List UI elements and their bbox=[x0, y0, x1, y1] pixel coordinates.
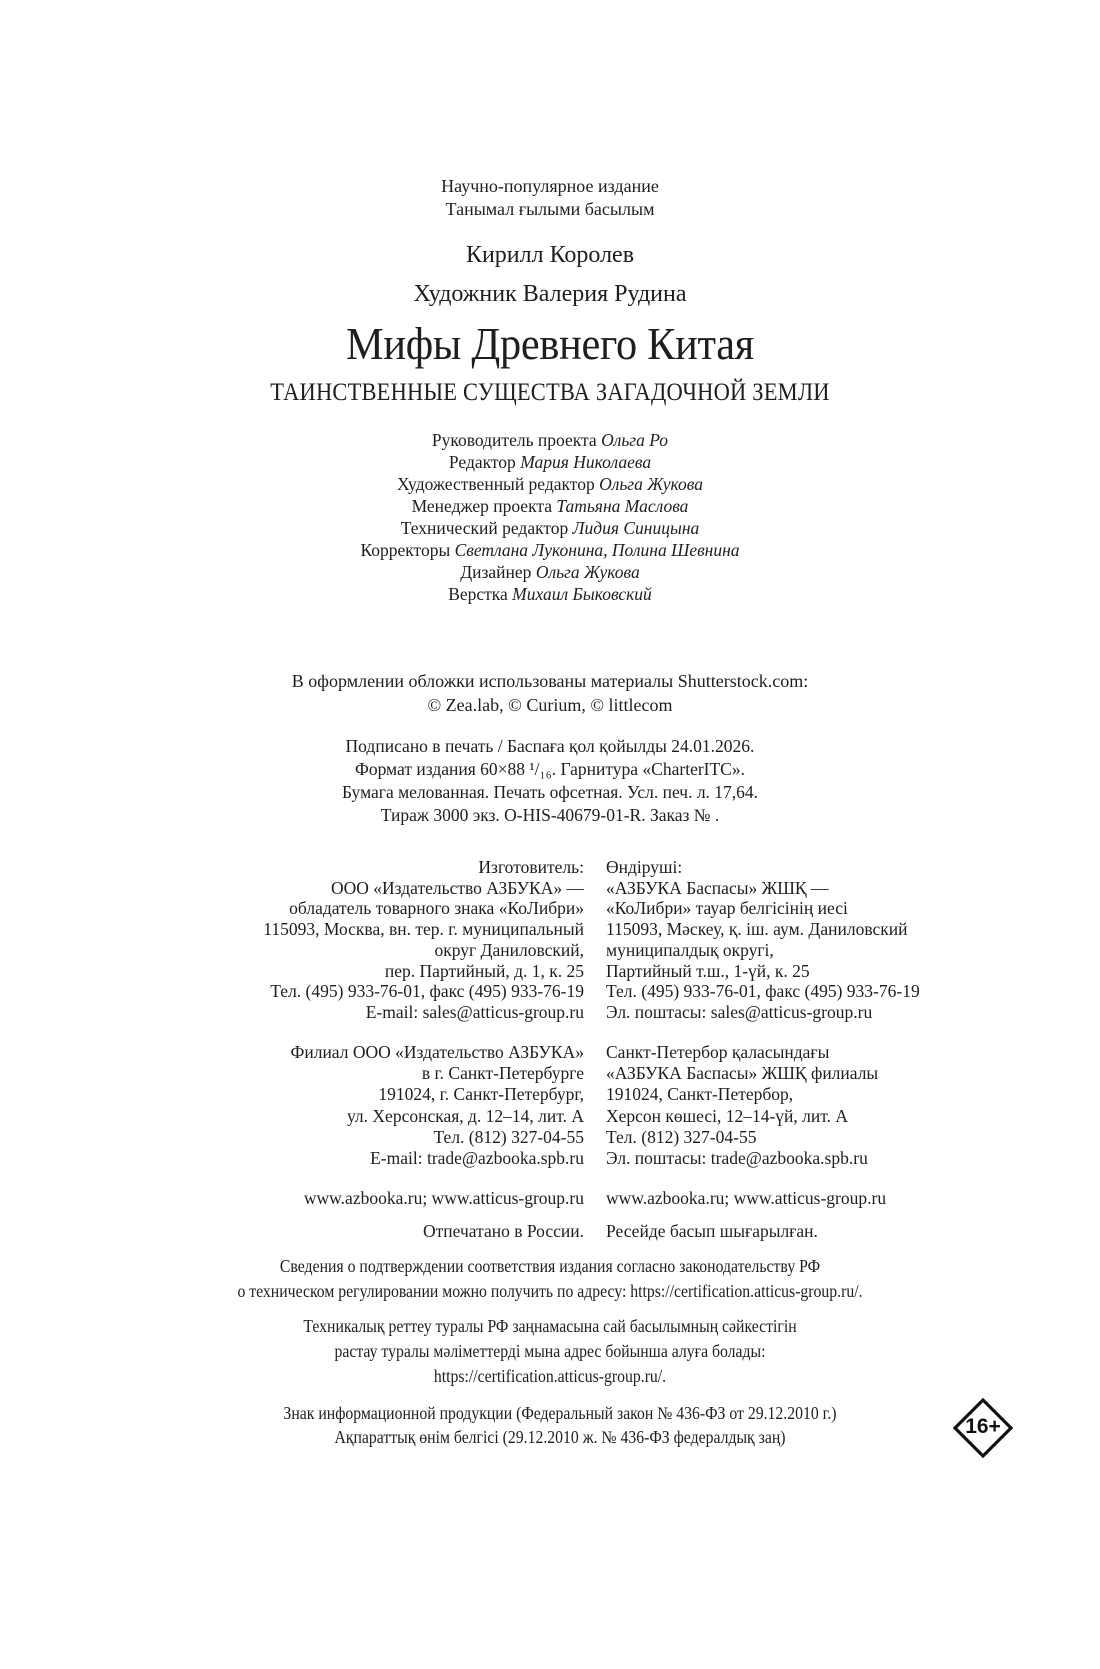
printed-in-kz: Ресейде басып шығарылған. bbox=[606, 1221, 818, 1241]
manufacturer-kz-line: муниципалдық округі, bbox=[606, 939, 774, 960]
age-rating-label: 16+ bbox=[965, 1415, 1001, 1438]
manufacturer-ru-line: E-mail: sales@atticus-group.ru bbox=[365, 1001, 584, 1022]
credit-line bbox=[0, 495, 1100, 517]
websites-kz[interactable]: www.azbooka.ru; www.atticus-group.ru bbox=[606, 1188, 887, 1208]
certification-kz-line: Техникалық реттеу туралы РФ заңнамасына сай басылымның сәйкестігін bbox=[303, 1316, 797, 1336]
edition-type-kz: Танымал ғылыми басылым bbox=[445, 199, 655, 219]
manufacturer-ru-line: округ Даниловский, bbox=[434, 939, 584, 960]
credit-name: Татьяна Маслова bbox=[556, 496, 689, 516]
certification-ru-line: о техническом регулировании можно получить по адресу: https://certification.atticus-group.ru/. bbox=[237, 1281, 863, 1301]
certification-ru bbox=[0, 1254, 1100, 1304]
branch-kz-line: 191024, Санкт-Петербор, bbox=[606, 1084, 794, 1105]
credit-role: Верстка bbox=[448, 584, 508, 604]
credit-name: Ольга Жукова bbox=[599, 474, 704, 494]
manufacturer-kz-line: Өндіруші: bbox=[606, 857, 683, 877]
credit-name: Лидия Синицына bbox=[572, 518, 700, 538]
branch-ru-line: ул. Херсонская, д. 12–14, лит. А bbox=[346, 1105, 584, 1126]
branch-kz-line: «АЗБУКА Баспасы» ЖШҚ филиалы bbox=[606, 1063, 879, 1084]
branch-kz-line: Тел. (812) 327-04-55 bbox=[606, 1126, 757, 1147]
certification-kz-line: https://certification.atticus-group.ru/. bbox=[433, 1366, 667, 1386]
branch-ru-line: Филиал ООО «Издательство АЗБУКА» bbox=[290, 1042, 584, 1062]
branch-kz-line: Эл. поштасы: trade@azbooka.spb.ru bbox=[606, 1148, 868, 1169]
credit-role: Редактор bbox=[448, 452, 516, 472]
credit-role: Технический редактор bbox=[400, 518, 569, 538]
info-sign-kz: Ақпараттық өнім белгісі (29.12.2010 ж. № 436-ФЗ федералдық заң) bbox=[334, 1427, 786, 1447]
cover-credits-line2: © Zea.lab, © Curium, © littlecom bbox=[427, 695, 673, 715]
age-rating-badge bbox=[953, 1398, 1013, 1458]
print-signed: Подписано в печать / Баспаға қол қойылды 24.01.2026. bbox=[345, 736, 755, 756]
manufacturer-kz-line: Партийный т.ш., 1-үй, к. 25 bbox=[606, 960, 810, 981]
book-subtitle: ТАИНСТВЕННЫЕ СУЩЕСТВА ЗАГАДОЧНОЙ ЗЕМЛИ bbox=[270, 379, 830, 406]
info-sign-ru: Знак информационной продукции (Федеральный закон № 436-ФЗ от 29.12.2010 г.) bbox=[283, 1403, 837, 1423]
credits-list bbox=[0, 429, 1100, 605]
print-info bbox=[0, 735, 1100, 827]
print-paper: Бумага мелованная. Печать офсетная. Усл. печ. л. 17,64. bbox=[341, 782, 759, 802]
credit-name: Ольга Ро bbox=[601, 430, 669, 450]
branch-kz-line: Санкт-Петербор қаласындағы bbox=[606, 1042, 830, 1062]
book-title: Мифы Древнего Китая bbox=[346, 318, 754, 369]
manufacturer-kz-line: Эл. поштасы: sales@atticus-group.ru bbox=[606, 1001, 873, 1022]
credit-name: Светлана Луконина, Полина Шевнина bbox=[454, 540, 740, 560]
credit-line bbox=[0, 429, 1100, 451]
certification-kz-line: растау туралы мәліметтерді мына адрес бойынша алуға болады: bbox=[334, 1341, 766, 1361]
manufacturer-ru-line: пер. Партийный, д. 1, к. 25 bbox=[384, 960, 584, 981]
info-sign bbox=[180, 1401, 940, 1449]
branch-ru-line: 191024, г. Санкт-Петербург, bbox=[378, 1084, 584, 1105]
credit-role: Корректоры bbox=[360, 540, 451, 560]
branch-kz bbox=[606, 1042, 1026, 1169]
credit-line bbox=[0, 451, 1100, 473]
manufacturer-ru-line: ООО «Издательство АЗБУКА» — bbox=[330, 877, 584, 898]
printed-in-ru: Отпечатано в России. bbox=[423, 1221, 584, 1241]
manufacturer-kz-line: «АЗБУКА Баспасы» ЖШҚ — bbox=[606, 877, 829, 898]
credit-name: Мария Николаева bbox=[520, 452, 652, 472]
manufacturer-kz-line: Тел. (495) 933-76-01, факс (495) 933-76-19 bbox=[606, 981, 920, 1002]
manufacturer-kz-line: 115093, Мәскеу, қ. іш. аум. Даниловский bbox=[606, 919, 908, 940]
cover-credits-line1: В оформлении обложки использованы материалы Shutterstock.com: bbox=[291, 671, 809, 691]
websites-ru[interactable]: www.azbooka.ru; www.atticus-group.ru bbox=[303, 1188, 584, 1208]
manufacturer-ru-line: Изготовитель: bbox=[478, 857, 584, 877]
credit-role: Менеджер проекта bbox=[411, 496, 552, 516]
branch-kz-line: Херсон көшесі, 12–14-үй, лит. А bbox=[606, 1105, 848, 1126]
certification-kz bbox=[0, 1314, 1100, 1389]
credit-role: Руководитель проекта bbox=[431, 430, 597, 450]
author: Кирилл Королев bbox=[465, 242, 635, 268]
credit-line bbox=[0, 539, 1100, 561]
branch-ru-line: E-mail: trade@azbooka.spb.ru bbox=[370, 1148, 584, 1169]
manufacturer-ru-line: обладатель товарного знака «КоЛибри» bbox=[289, 898, 584, 919]
print-format: Формат издания 60×88 ¹/₁₆. Гарнитура «CharterITC». bbox=[355, 759, 745, 779]
credit-name: Михаил Быковский bbox=[512, 584, 652, 604]
credit-line bbox=[0, 561, 1100, 583]
cover-credits bbox=[0, 669, 1100, 717]
branch-ru bbox=[180, 1042, 584, 1169]
certification-ru-line: Сведения о подтверждении соответствия издания согласно законодательству РФ bbox=[279, 1256, 821, 1276]
print-run: Тираж 3000 экз. O-HIS-40679-01-R. Заказ № . bbox=[380, 805, 720, 825]
manufacturer-ru-line: 115093, Москва, вн. тер. г. муниципальный bbox=[263, 919, 584, 940]
branch-ru-line: Тел. (812) 327-04-55 bbox=[433, 1126, 584, 1147]
credit-line bbox=[0, 517, 1100, 539]
illustrator: Художник Валерия Рудина bbox=[413, 281, 687, 307]
credit-line bbox=[0, 473, 1100, 495]
credit-name: Ольга Жукова bbox=[535, 562, 640, 582]
manufacturer-ru-line: Тел. (495) 933-76-01, факс (495) 933-76-19 bbox=[270, 981, 584, 1002]
credit-role: Художественный редактор bbox=[396, 474, 595, 494]
branch-ru-line: в г. Санкт-Петербурге bbox=[421, 1063, 584, 1084]
manufacturer-kz bbox=[606, 857, 1026, 1023]
manufacturer-ru bbox=[180, 857, 584, 1023]
manufacturer-kz-line: «КоЛибри» тауар белгісінің иесі bbox=[606, 898, 848, 919]
edition-type-ru: Научно-популярное издание bbox=[441, 176, 659, 196]
credit-line bbox=[0, 583, 1100, 605]
credit-role: Дизайнер bbox=[460, 562, 532, 582]
